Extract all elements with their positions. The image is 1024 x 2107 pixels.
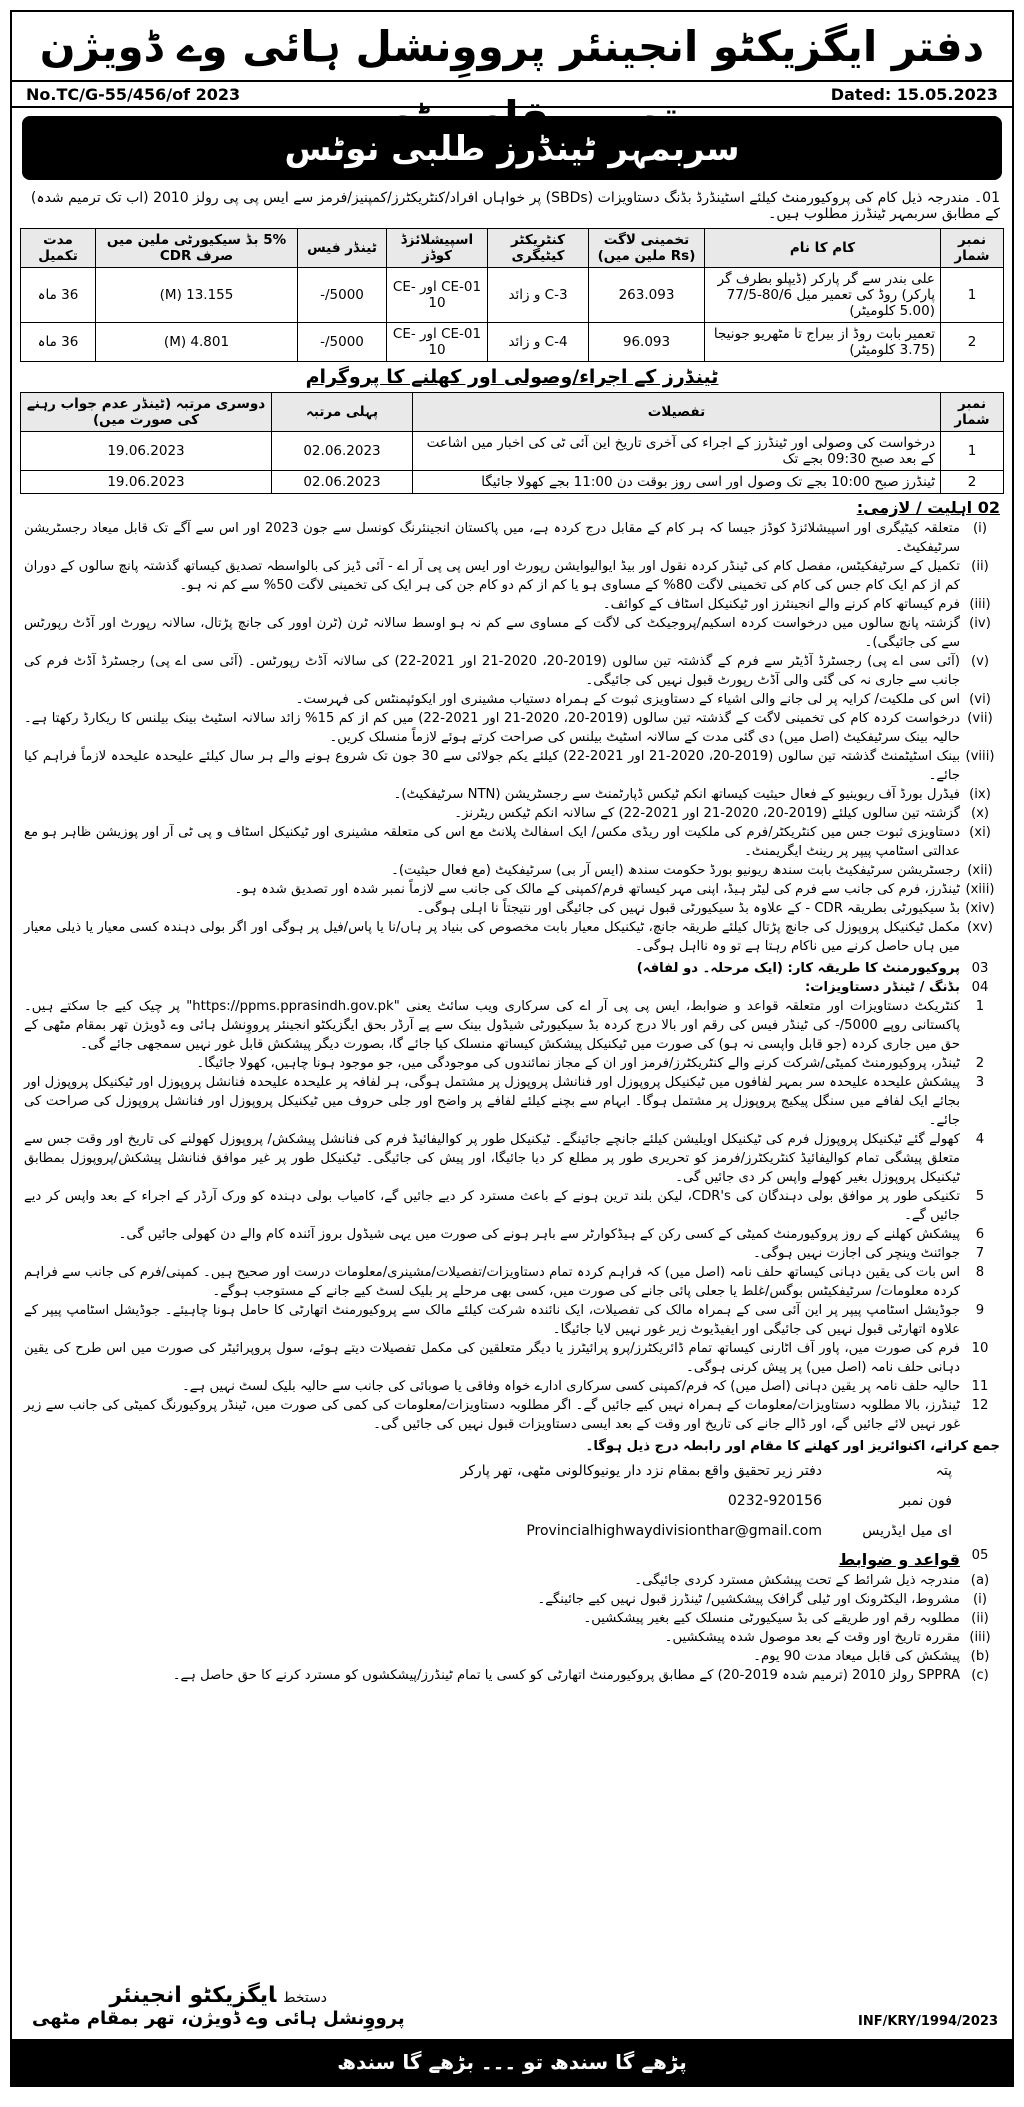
item-number: 03	[971, 961, 989, 976]
list-item	[24, 1263, 1000, 1301]
schedule-table	[20, 392, 1004, 494]
item-text: (آئی سی اے پی) رجسٹرڈ آڈیٹر سے فرم کے گذشتہ تین سالوں (2019-20، 2020-21 اور 2021-22) کی سالانہ آڈٹ رپورٹس۔ (آئی سی اے پی) رجسٹرڈ آڈٹ فرم کی جانب سے جاری نہ کی گئی والی آڈٹ رپورٹ قبول نہیں کی جائیگی۔	[24, 654, 960, 688]
item-number: (b)	[970, 1649, 990, 1664]
phone-label: فون نمبر	[899, 1493, 952, 1509]
item-number: (xv)	[967, 920, 993, 935]
address-label: پتہ	[935, 1463, 952, 1479]
cell-sn: 2	[941, 471, 1004, 494]
item-text: گزشتہ تین سالوں کیلئے (2019-20، 2020-21 اور 2021-22) کے سالانہ انکم ٹیکس ریٹرنز۔	[454, 806, 960, 821]
phone-value: 0232-920156	[727, 1493, 822, 1509]
item-number: 7	[975, 1246, 985, 1261]
tender-notice	[10, 10, 1014, 2087]
item-number: 10	[971, 1341, 989, 1356]
item-number: 12	[971, 1398, 989, 1413]
list-item	[24, 1339, 1000, 1377]
item-number: (x)	[970, 806, 990, 821]
item-text: فیڈرل بورڈ آف ریوینیو کے فعال حیثیت کیساتھ انکم ٹیکس ڈپارٹمنٹ سے رجسٹریشن (NTN سرٹیفکیٹ)۔	[393, 787, 960, 802]
list-item	[24, 785, 1000, 804]
col-cost: تخمینی لاگت (Rs ملین میں)	[589, 229, 705, 268]
item-text: ٹینڈرز، فرم کی جانب سے فرم کی لیٹر ہیڈ، اپنی مہر کیساتھ فرم/کمپنی کے مالک کی جانب سے لازماً نمبر شدہ اور تصدیق شدہ ہو۔	[234, 882, 960, 897]
cell-first-date: 02.06.2023	[272, 432, 413, 471]
cell-second-date: 19.06.2023	[21, 471, 272, 494]
list-item	[24, 997, 1000, 1054]
contact-phone-row	[32, 1486, 952, 1516]
item-text: ٹینڈر، پروکیورمنٹ کمیٹی/شرکت کرنے والے کنٹریکٹرز/فرمز اور ان کے مجاز نمائندوں کی موجودگی میں، جو موجود ہونا چاہیں، کھولا جائیگا۔	[196, 1056, 960, 1071]
item-number: 1	[975, 999, 985, 1014]
col-sn: نمبر شمار	[941, 229, 1004, 268]
eligibility-section	[12, 498, 1012, 1456]
col-second: دوسری مرتبہ (ٹینڈر عدم جواب رہنے کی صورت میں)	[21, 393, 272, 432]
col-first: پہلی مرتبہ	[272, 393, 413, 432]
item-number: (viii)	[965, 749, 995, 764]
item-text: بڈنگ / ٹینڈر دستاویزات:	[804, 980, 960, 995]
item-text: درخواست کردہ کام کی تخمینی لاگت کے گذشتہ تین سالوں (2019-20، 2020-21 اور 2021-22) میں کم از کم 15% زائد سالانہ اسٹیٹ بینک بیلنس کا ریکارڈ رکھتا ہے۔ حالیہ بینک سرٹیفکیٹ (اصل میں) دی گئی مدت کے سالانہ اسٹیٹ بیلنس کی صراحت کرتے ہوئے لازماً منسلک کریں۔	[24, 711, 960, 745]
item-number: (xi)	[969, 825, 991, 840]
cell-category: C-4 و زائد	[488, 323, 589, 362]
list-item	[24, 1187, 1000, 1225]
ref-code: INF/KRY/1994/2023	[858, 2014, 998, 2029]
item-text: پیشکش علیحدہ علیحدہ سر بمہر لفافوں میں ٹیکنیکل پروپوزل اور فنانشل پروپوزل پر مشتمل ہوگی، ہر لفافہ پر علیحدہ علیحدہ فنانشل پروپوزل اور ٹیکنیکل پروپوزل اور بجائے ایک لفافے میں سنگل پیکیج پروپوزل پر مشتمل ہوگا۔ ابہام سے بچنے کیلئے لفافے پر واضح اور جلی حروف میں ٹیکنیکل پروپوزل اور فنانشل پروپوزل کی صراحت کی جائے۔	[24, 1075, 960, 1128]
list-item	[24, 690, 1000, 709]
item-text: تکمیل کے سرٹیفکیٹس، مفصل کام کی ٹینڈر کردہ نقول اور بیڈ ایوالیوایشن رپورٹ اور ایس پی پی آر اے - آئی ڈیز کی بالواسطہ تصدیق کیساتھ گذشتہ پانچ سالوں کے دوران کم از کم ایک کام جس کی کام کی تخمینی لاگت 80% کے مساوی ہو یا کم از کم دو کام جن کی ہر ایک کی تخمینی لاگت 50% سے کم نہ ہو۔	[24, 559, 960, 593]
cell-period: 36 ماہ	[21, 323, 96, 362]
item-number: (xiii)	[965, 882, 995, 897]
table-row	[21, 471, 1004, 494]
intro-paragraph: 01۔ مندرجہ ذیل کام کی پروکیورمنٹ کیلئے اسٹینڈرڈ بڈنگ دستاویزات (SBDs) پر خواہاں افراد/کنٹریکٹرز/کمپنیز/فرمز سے ایس پی پی رولز 2010 (اب تک ترمیم شدہ) کے مطابق سربمہر ٹینڈرز مطلوب ہیں۔	[30, 190, 1000, 222]
cell-category: C-3 و زائد	[488, 268, 589, 323]
signed-label: دستخط	[284, 1990, 328, 2006]
item-number: (xiv)	[965, 901, 995, 916]
item-text: دستاویزی ثبوت جس میں کنٹریکٹر/فرم کی ملکیت اور ریڈی مکس/ ایک اسفالٹ پلانٹ مع اس کی متعلقہ مشینری اور ٹیکنیکل اسٹاف و پی ٹی آر اور پوزیشن ظاہر ہو مع عدالتی اسٹامپ پیپر پر رینٹ ایگریمنٹ۔	[24, 825, 960, 859]
cell-fee: 5000/-	[298, 268, 387, 323]
cell-detail: ٹینڈرز صبح 10:00 بجے تک وصول اور اسی روز بوقت دن 11:00 بجے کھولا جائیگا	[413, 471, 941, 494]
item-text: پیشکش کھلنے کے روز پروکیورمنٹ کمیٹی کے کسی رکن کے ہیڈکوارٹر سے باہر ہونے کی صورت میں یہی شیڈول بروز آئندہ کام والے دن کھولی جائیں گی۔	[118, 1227, 960, 1242]
cell-work-name: تعمیر بابت روڈ از بیراج تا مٹھریو جونیجا (3.75 کلومیٹر)	[705, 323, 941, 362]
item-number: (xii)	[967, 863, 993, 878]
list-item	[24, 652, 1000, 690]
list-item	[24, 557, 1000, 595]
office-title: دفتر ایگزیکٹو انجینئر پرووِنشل ہائی وے ڈویژن تھر بمقام مٹھی	[39, 22, 985, 141]
item-text: فرم کیساتھ کام کرنے والے انجینئرز اور ٹیکنیکل اسٹاف کے کوائف۔	[602, 597, 960, 612]
list-item	[24, 1377, 1000, 1396]
cell-codes: CE-01 اور CE-10	[387, 268, 488, 323]
item-number: (a)	[970, 1573, 990, 1588]
list-item	[24, 899, 1000, 918]
contact-block	[12, 1456, 1012, 1546]
rules-heading-row	[24, 1546, 1000, 1571]
signature-block	[32, 1983, 405, 2029]
list-item	[24, 861, 1000, 880]
contact-intro: جمع کرانے، اکنوائریز اور کھلنے کا مقام اور رابطہ درج ذیل ہوگا۔	[585, 1439, 1000, 1454]
schedule-heading: ٹینڈرز کے اجراء/وصولی اور کھلنے کا پروگرام	[305, 366, 719, 388]
item-number: (ii)	[971, 1611, 989, 1626]
rules-section	[12, 1546, 1012, 1685]
item-text: مقررہ تاریخ اور وقت کے بعد موصول شدہ پیشکشیں۔	[664, 1630, 960, 1645]
item-text: مکمل ٹیکنیکل پروپوزل کی جانچ پڑتال کیلئے طریقہ جانچ، ٹیکنیکل معیار بابت مخصوص کی بنیاد پر ہاں/نا یا پاس/فیل پر ہوگی اور اگر بولی دہندہ کسی معیار یا ذیلی معیار میں ہاں حاصل کرنے میں ناکام رہتا ہے تو وہ نااہل ہوگی۔	[24, 920, 960, 954]
works-table-header	[21, 229, 1004, 268]
item-text: اس بات کی یقین دہانی کیساتھ حلف نامہ (اصل میں) کہ فراہم کردہ تمام دستاویزات/تفصیلات/مشینری/معلومات درست اور صحیح ہیں۔ کمپنی/فرم کی جانب سے فراہم کردہ معلومات/ سرٹیفکیٹس بوگس/غلط یا جعلی پائی جانے کی صورت میں، کسی بھی مرحلے پر بلیک لسٹ کیے جانے کے مستوجب ہوگے۔	[24, 1265, 960, 1299]
item-number: 2	[975, 1056, 985, 1071]
item-number: 04	[971, 980, 989, 995]
list-item	[24, 880, 1000, 899]
cell-fee: 5000/-	[298, 323, 387, 362]
item-text: کنٹریکٹ دستاویزات اور متعلقہ قواعد و ضوابط، ایس پی پی آر اے کی سرکاری ویب سائٹ یعنی "https://ppms.pprasindh.gov.pk" پر چیک کیے جا سکتے ہیں۔ پاکستانی روپے 5000/- کی ٹینڈر فیس کی رقم اور بالا درج کردہ بڈ سیکیورٹی شیڈول بینک سے پے آرڈر بحق ایگزیکٹو انجینئر پرووِنشل ہائی وے ڈویژن تھر بمقام مٹھی کے حق میں جاری کردہ (جو قابل واپسی نہ ہو) کی صورت میں ٹیکنیکل پیشکش کیساتھ منسلک کیا جائے گا، بصورت دیگر پیشکش قابل غور نہیں سمجھی جائے گی۔	[24, 999, 961, 1052]
item-text: ٹینڈرز، بالا مطلوبہ دستاویزات/معلومات کے ہمراہ نہیں کیے جائیں گے۔ اگر مطلوبہ دستاویزات/معلومات کی کمی کی صورت میں، ٹینڈر پروکیورنگ کمیٹی کی جانب سے زیر غور نہیں لائے جائیں گے، اور ڈالے جانے کی تاریخ اور وقت کے بعد ایسی دستاویزات قبول نہیں کی جائیں گی۔	[24, 1398, 960, 1432]
table-row	[21, 268, 1004, 323]
col-cdr: 5% بڈ سیکیورٹی ملین میں صرف CDR	[96, 229, 298, 268]
cell-second-date: 19.06.2023	[21, 432, 272, 471]
footer-slogan: پڑھے گا سندھ تو ۔۔۔ بڑھے گا سندھ	[12, 2039, 1012, 2085]
cell-work-name: علی بندر سے گر پارکر (ڈیپلو بطرف گر پارکر) روڈ کی تعمیر میل 80/6-77/5 (5.00 کلومیٹر)	[705, 268, 941, 323]
item-text: تکنیکی طور پر موافق بولی دہندگان کی CDR's، لیکن بلند ترین ہونے کے باعث مسترد کر دیے جائیں گے، کامیاب بولی دہندہ کو ورک آرڈر کے اجراء کے بعد واپس کر دیے جائیں گے۔	[24, 1189, 960, 1223]
item-number: (v)	[970, 654, 990, 669]
list-item	[24, 1244, 1000, 1263]
list-item	[24, 1628, 1000, 1647]
item-text: متعلقہ کیٹیگری اور اسپیشلائزڈ کوڈز جیسا کہ ہر کام کے مقابل درج کردہ ہے، میں پاکستان انجینئرنگ کونسل سے جون 2023 اور اس سے آگے تک قابل میعاد رجسٹریشن سرٹیفکیٹ۔	[24, 521, 960, 555]
cell-cost: 96.093	[589, 323, 705, 362]
item-text: فرم کی صورت میں، پاور آف اٹارنی کیساتھ تمام ڈائریکٹرز/پرو پرائیٹرز یا دیگر متعلقین کی مکمل تفصیلات دیتے ہوئے، سول پروپرائیٹر کی صورت میں اس طرح کی یقین دہانی حلف نامہ (اصل میں) پر پیش کرنی ہوگی۔	[24, 1341, 960, 1375]
item-number: (iii)	[969, 1630, 991, 1645]
item-text: رجسٹریشن سرٹیفکیٹ بابت سندھ ریونیو بورڈ حکومت سندھ (ایس آر بی) سرٹیفکیٹ (مع فعال حیثیت)۔	[391, 863, 960, 878]
item-number: 6	[975, 1227, 985, 1242]
list-item	[24, 1054, 1000, 1073]
item-number: 3	[975, 1075, 985, 1090]
list-item	[24, 614, 1000, 652]
procurement-method	[24, 959, 1000, 978]
reference-number: No.TC/G-55/456/of 2023	[26, 84, 241, 104]
list-item	[24, 595, 1000, 614]
cell-first-date: 02.06.2023	[272, 471, 413, 494]
list-item	[24, 1647, 1000, 1666]
eligibility-heading: 02 اہلیت / لازمی:	[856, 498, 1000, 517]
table-row	[21, 432, 1004, 471]
item-text: حالیہ حلف نامہ پر یقین دہانی (اصل میں) کہ فرم/کمپنی کسی سرکاری ادارے خواہ وفاقی یا صوبائی کی جانب سے حالیہ بلیک لسٹ نہیں ہے۔	[182, 1379, 960, 1394]
item-text: گزشتہ پانچ سالوں میں درخواست کردہ اسکیم/پروجیکٹ کی لاگت کے مساوی سے کم نہ ہو اوسط سالانہ ٹرن (ٹرن اوور کی جانچ پڑتال، سالانہ رپورٹ اور آڈٹ رپورٹس سے کی جائیگی)۔	[24, 616, 960, 650]
col-period: مدت تکمیل	[21, 229, 96, 268]
item-number: (iv)	[969, 616, 991, 631]
works-table	[20, 228, 1004, 362]
col-sn: نمبر شمار	[941, 393, 1004, 432]
item-text: بینک اسٹیٹمنٹ گذشتہ تین سالوں (2019-20، 2020-21 اور 2021-22) کیلئے یکم جولائی سے 30 جون تک شروع ہونے والے ہر سال کیلئے علیحدہ علیحدہ لازماً فراہم کیا جائے۔	[24, 749, 960, 783]
item-number: 9	[975, 1303, 985, 1318]
col-codes: اسپیشلائزڈ کوڈز	[387, 229, 488, 268]
item-number: (i)	[973, 1592, 987, 1607]
col-category: کنٹریکٹر کیٹیگری	[488, 229, 589, 268]
item-number: 5	[975, 1189, 985, 1204]
item-text: پروکیورمنٹ کا طریقہ کار: (ایک مرحلہ۔ دو لفافہ)	[636, 961, 960, 976]
list-item	[24, 519, 1000, 557]
item-number: (c)	[971, 1668, 989, 1683]
item-text: جوڈیشل اسٹامپ پیپر پر این آئی سی کے ہمراہ مالک کی تفصیلات، ایک نائندہ شرکت کیلئے مالک سے پروکیورمنٹ اتھارٹی کا حامل ہونا چاہیئے۔ جوڈیشل اسٹامپ پیپر کے علاوہ اتھارٹی قبول نہیں کی جائیگی اور ایفیڈیوٹ زیر غور نہیں لایا جائیگا۔	[24, 1303, 960, 1337]
schedule-table-header	[21, 393, 1004, 432]
item-number: 4	[975, 1132, 985, 1147]
item-number: 8	[975, 1265, 985, 1280]
item-text: پیشکش کی قابل میعاد مدت 90 یوم۔	[753, 1649, 960, 1664]
contact-email-row	[32, 1516, 952, 1546]
item-text: جوائنٹ وینچر کی اجازت نہیں ہوگی۔	[753, 1246, 960, 1261]
cell-sn: 1	[941, 268, 1004, 323]
cell-period: 36 ماہ	[21, 268, 96, 323]
col-details: تفصیلات	[413, 393, 941, 432]
list-item	[24, 709, 1000, 747]
item-text: اس کی ملکیت/ کرایہ پر لی جانے والی اشیاء کے دستاویزی ثبوت کے ہمراہ دستیاب مشینری اور ایکوئپمنٹس کی فہرست۔	[295, 692, 960, 707]
col-work-name: کام کا نام	[705, 229, 941, 268]
email-value[interactable]: Provincialhighwaydivisionthar@gmail.com	[526, 1523, 822, 1539]
item-text: بڈ سیکیورٹی بطریقہ CDR - کے علاوہ بڈ سیکیورٹی قبول نہیں کی جائیگی اور نتیجتاً نا اہلی ہوگی۔	[416, 901, 960, 916]
list-item	[24, 918, 1000, 956]
item-number: (iii)	[969, 597, 991, 612]
list-item	[24, 1609, 1000, 1628]
signatory-office: پرووِنشل ہائی وے ڈویژن، تھر بمقام مٹھی	[32, 2008, 405, 2029]
list-item	[24, 1590, 1000, 1609]
list-item	[24, 1130, 1000, 1187]
cell-codes: CE-01 اور CE-10	[387, 323, 488, 362]
notice-banner: سربمہر ٹینڈرز طلبی نوٹس	[22, 116, 1002, 180]
item-number: (ix)	[969, 787, 991, 802]
email-label: ای میل ایڈریس	[862, 1523, 952, 1539]
item-number: (vii)	[967, 711, 993, 726]
list-item	[24, 804, 1000, 823]
item-number: 11	[971, 1379, 989, 1394]
item-text: کھولے گئے ٹیکنیکل پروپوزل فرم کی ٹیکنیکل اویلیشن کیلئے جانچے جائینگے۔ ٹیکنیکل طور پر کوالیفائیڈ فرم کی فنانشل پیشکش/ پروپوزل کھولنے کی تاریخ اور وقت جس سے متعلق پیشگی تمام کوالیفائیڈ کنٹریکٹرز/فرمز کو تحریری طور پر مطلع کر دیا جائیگا، اور پیش کی جائیگی۔ ٹیکنیکل طور پر غیر موافق فنانشل پیشکش/پروپوزل بمطابق ٹیکنیکل پروپوزل بغیر کھولے واپس کر دی جائیں گی۔	[24, 1132, 960, 1185]
signatory-title: ایگزیکٹو انجینئر	[109, 1983, 277, 2008]
list-item	[24, 1396, 1000, 1434]
item-number: (vi)	[969, 692, 991, 707]
cell-cdr: 13.155 (M)	[96, 268, 298, 323]
item-number: 05	[971, 1548, 989, 1563]
list-item	[24, 1571, 1000, 1590]
address-value: دفتر زیر تحقیق واقع بمقام نزد دار یونیوکالونی مٹھی، تھر پارکر	[460, 1463, 822, 1479]
list-item	[24, 1666, 1000, 1685]
list-item	[24, 1225, 1000, 1244]
cell-sn: 2	[941, 323, 1004, 362]
contact-address-row	[32, 1456, 952, 1486]
item-number: (ii)	[971, 559, 989, 574]
item-text: مشروط، الیکٹرونک اور ٹیلی گرافک پیشکشیں/ ٹینڈرز قبول نہیں کیے جائینگے۔	[537, 1592, 960, 1607]
list-item	[24, 747, 1000, 785]
item-number: (i)	[973, 521, 987, 536]
item-text: مطلوبہ رقم اور طریقے کی بڈ سیکیورٹی منسلک کیے بغیر پیشکشیں۔	[583, 1611, 960, 1626]
notice-date: Dated: 15.05.2023	[830, 84, 998, 104]
list-item	[24, 1073, 1000, 1130]
bidding-documents-heading	[24, 978, 1000, 997]
item-text: مندرجہ ذیل شرائط کے تحت پیشکش مسترد کردی جائیگی۔	[634, 1573, 960, 1588]
col-fee: ٹینڈر فیس	[298, 229, 387, 268]
cell-sn: 1	[941, 432, 1004, 471]
table-row	[21, 323, 1004, 362]
cell-detail: درخواست کی وصولی اور ٹینڈرز کے اجراء کی آخری تاریخ این آئی ٹی کی اخبار میں اشاعت کے بعد صبح 09:30 بجے تک	[413, 432, 941, 471]
list-item	[24, 1301, 1000, 1339]
rules-heading: قواعد و ضوابط	[838, 1550, 960, 1569]
list-item	[24, 823, 1000, 861]
item-text: SPPRA رولز 2010 (ترمیم شدہ 2019-20) کے مطابق پروکیورمنٹ اتھارٹی کو کسی یا تمام ٹینڈرز/پیشکشوں کو مسترد کرنے کا حق حاصل ہے۔	[172, 1668, 960, 1683]
cell-cdr: 4.801 (M)	[96, 323, 298, 362]
cell-cost: 263.093	[589, 268, 705, 323]
